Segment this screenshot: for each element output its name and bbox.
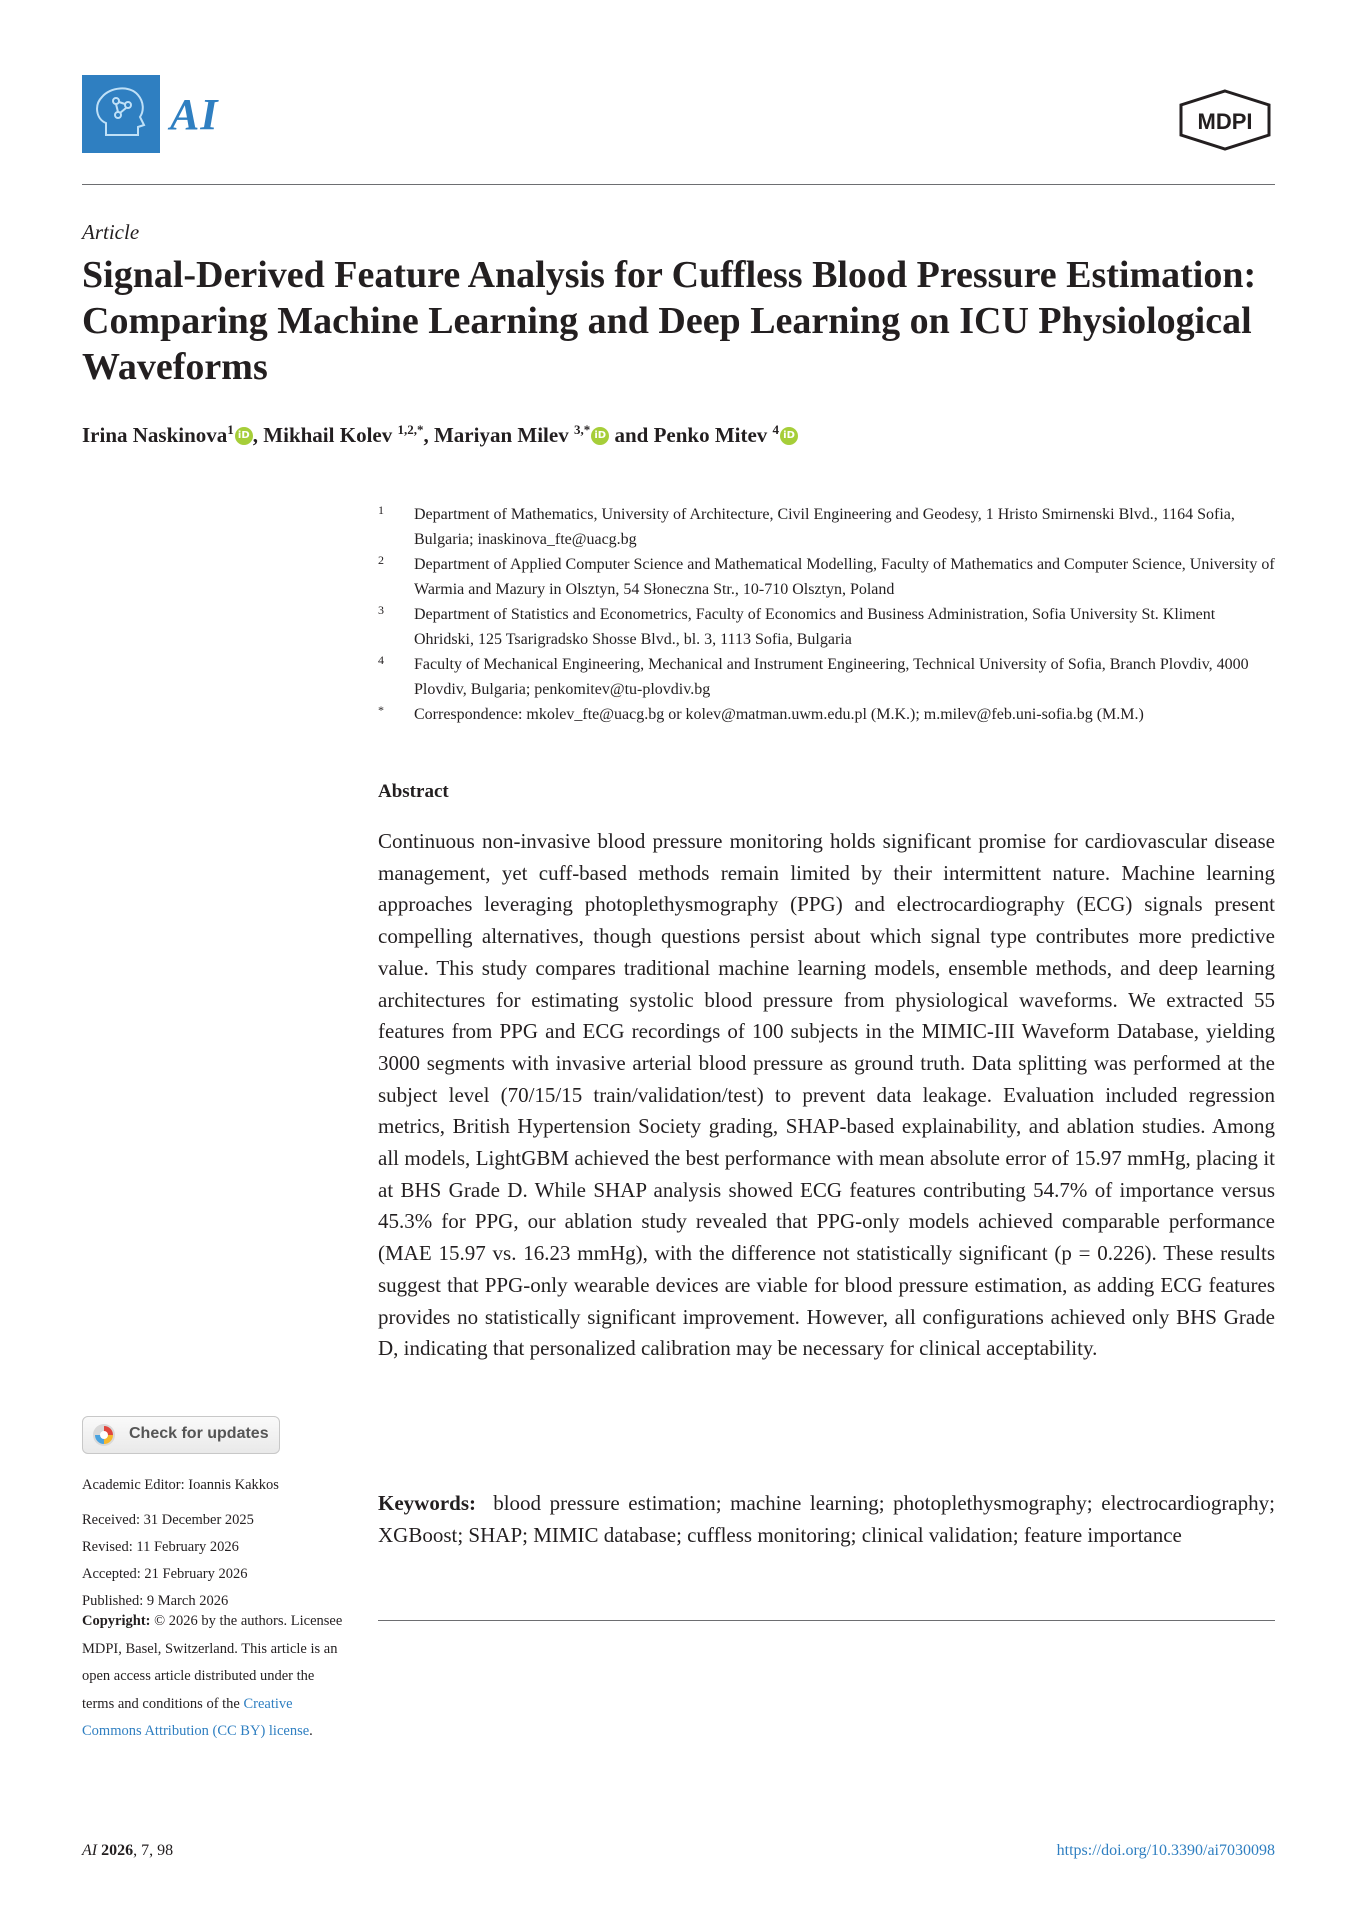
abstract-text: Continuous non-invasive blood pressure monitoring holds significant promise for cardiovascular disease management, yet cuff-based methods remain limited by their intermittent nature. Machine learning approaches leveraging photoplethysmography (PPG) and electrocardiography (ECG) signals present compelling alternatives, though questions persist about which signal type contributes more predictive value. This study compares traditional machine learning models, ensemble methods, and deep learning architectures for estimating systolic blood pressure from physiological waveforms. We extracted 55 features from PPG and ECG recordings of 100 subjects in the MIMIC-III Waveform Database, yielding 3000 segments with invasive arterial blood pressure as ground truth. Data splitting was performed at the subject level (70/15/15 train/validation/test) to prevent data leakage. Evaluation included regression metrics, British Hypertension Society grading, SHAP-based explainability, and ablation studies. Among all models, LightGBM achieved the best performance with mean absolute error of 15.97 mmHg, placing it at BHS Grade D. While SHAP analysis showed ECG features contributing 54.7% of importance versus 45.3% for PPG, our ablation study revealed that PPG-only models achieved comparable performance (MAE 15.97 vs. 16.23 mmHg), with the difference not statistically significant (p = 0.226). These results suggest that PPG-only wearable devices are viable for blood pressure estimation, as adding ECG features provides no statistically significant improvement. However, all configurations achieved only BHS Grade D, indicating that personalized calibration may be necessary for clinical acceptability.	[378, 829, 1275, 1361]
journal-logo-icon[interactable]	[82, 75, 160, 153]
keywords	[378, 1488, 1275, 1551]
academic-editor: Academic Editor: Ioannis Kakkos	[82, 1477, 279, 1493]
correspondence-marker: *	[378, 703, 384, 717]
affiliation-number: 2	[378, 553, 384, 567]
affiliation-number: 3	[378, 603, 384, 617]
orcid-icon[interactable]: iD	[780, 427, 798, 445]
author-name: Irina Naskinova	[82, 423, 228, 447]
article-type: Article	[82, 220, 140, 244]
publication-info	[82, 1472, 352, 1615]
orcid-icon[interactable]: iD	[235, 427, 253, 445]
page-header	[82, 75, 1275, 155]
copyright-text: © 2026 by the authors. Licensee MDPI, Basel, Switzerland. This article is an open access article distributed under the terms and conditions of the	[82, 1613, 343, 1712]
check-updates-label: Check for updates	[129, 1425, 269, 1442]
author-separator: ,	[423, 423, 434, 447]
check-for-updates-button[interactable]	[82, 1416, 280, 1454]
correspondence-item	[378, 702, 1275, 727]
accepted-date: Accepted: 21 February 2026	[82, 1566, 248, 1582]
keywords-text: blood pressure estimation; machine learning; photoplethysmography; electrocardiography; XGBoost; SHAP; MIMIC database; cuffless monitoring; clinical validation; feature importance	[378, 1491, 1275, 1547]
affiliation-number: 4	[378, 653, 384, 667]
check-updates-icon	[92, 1423, 116, 1447]
copyright-label: Copyright:	[82, 1613, 151, 1629]
journal-name[interactable]: AI	[170, 90, 219, 139]
received-date: Received: 31 December 2025	[82, 1512, 254, 1528]
author-name: Mariyan Milev	[433, 423, 569, 447]
affiliation-text: Department of Mathematics, University of Architecture, Civil Engineering and Geodesy, 1 Hristo Smirnenski Blvd., 1164 Sofia, Bulgaria; inaskinova_fte@uacg.bg	[414, 506, 1235, 548]
affiliation-text: Department of Applied Computer Science and Mathematical Modelling, Faculty of Mathematics and Computer Science, University of Warmia and Mazury in Olsztyn, 54 Słoneczna Str., 10-710 Olsztyn, Poland	[414, 556, 1275, 598]
orcid-icon[interactable]: iD	[591, 427, 609, 445]
footer-volume: , 7, 98	[133, 1842, 174, 1859]
publisher-logo-icon[interactable]	[1175, 89, 1275, 151]
keywords-divider	[378, 1620, 1275, 1621]
affiliation-item	[378, 502, 1275, 552]
author-affiliation-sup: 4	[772, 422, 780, 437]
license-link[interactable]: Creative Commons Attribution (CC BY) license	[82, 1695, 310, 1739]
author-affiliation-sup: 1	[227, 422, 234, 437]
affiliation-item	[378, 602, 1275, 652]
header-divider	[82, 184, 1275, 185]
author-name: Mikhail Kolev	[263, 423, 393, 447]
author-name: Penko Mitev	[653, 423, 768, 447]
article-title: Signal-Derived Feature Analysis for Cuffless Blood Pressure Estimation: Comparing Machine Learning and Deep Learning on ICU Physiological Waveforms	[82, 254, 1257, 388]
author-affiliation-sup: 3,*	[573, 422, 591, 437]
keywords-label: Keywords:	[378, 1491, 476, 1515]
affiliation-item	[378, 552, 1275, 602]
affiliation-text: Department of Statistics and Econometrics, Faculty of Economics and Business Administration, Sofia University St. Kliment Ohridski, 125 Tsarigradsko Shosse Blvd., bl. 3, 1113 Sofia, Bulgaria	[414, 606, 1216, 648]
author-separator: and	[609, 423, 654, 447]
abstract-heading: Abstract	[378, 781, 449, 802]
affiliation-item	[378, 652, 1275, 702]
footer-year: 2026	[101, 1842, 134, 1859]
author-separator: ,	[252, 423, 264, 447]
correspondence-text[interactable]: Correspondence: mkolev_fte@uacg.bg or kolev@matman.uwm.edu.pl (M.K.); m.milev@feb.uni-sofia.bg (M.M.)	[414, 706, 1144, 723]
author-affiliation-sup: 1,2,*	[397, 422, 424, 437]
publisher-name: MDPI	[1197, 109, 1253, 134]
affiliations	[378, 502, 1275, 727]
affiliation-number: 1	[378, 503, 384, 517]
doi-link[interactable]: https://doi.org/10.3390/ai7030098	[1056, 1842, 1275, 1859]
affiliation-text: Faculty of Mechanical Engineering, Mechanical and Instrument Engineering, Technical University of Sofia, Branch Plovdiv, 4000 Plovdiv, Bulgaria; penkomitev@tu-plovdiv.bg	[414, 656, 1249, 698]
citation-footer	[82, 1842, 173, 1860]
license-end: .	[309, 1723, 313, 1739]
published-date: Published: 9 March 2026	[82, 1593, 229, 1609]
footer-journal: AI	[82, 1842, 98, 1859]
author-list	[82, 422, 1275, 448]
copyright-notice	[82, 1608, 350, 1746]
revised-date: Revised: 11 February 2026	[82, 1539, 239, 1555]
